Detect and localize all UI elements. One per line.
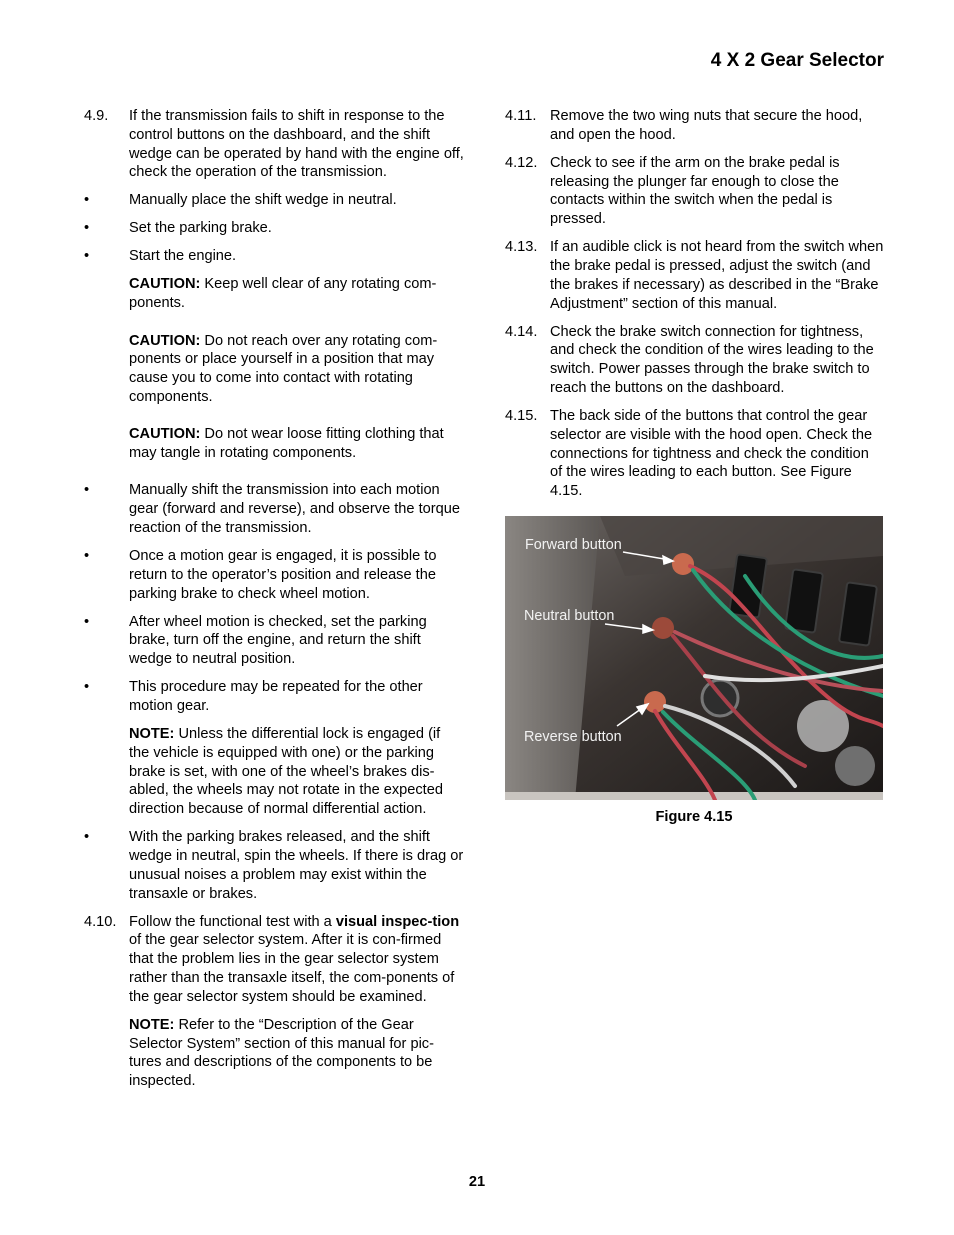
caution-text: Do not reach over any rotating com-ponents or place yourself in a position that may cause you to come into contact with rotating components. xyxy=(129,332,438,405)
step-number: 4.13. xyxy=(505,239,538,256)
bullet-icon: • xyxy=(84,613,90,630)
bullet-item xyxy=(84,613,464,669)
note xyxy=(84,1016,464,1091)
step-number: 4.12. xyxy=(505,154,538,171)
note xyxy=(84,725,464,819)
step-number: 4.11. xyxy=(505,108,537,124)
bullet-text: After wheel motion is checked, set the parking brake, turn off the engine, and return the shift wedge to neutral position. xyxy=(129,613,427,668)
step-text: of the gear selector system. After it is con-firmed that the problem lies in the gear selector system rather than the transaxle itself, the com-ponents of the gear selector system should be examined. xyxy=(129,932,455,1005)
note-text: Refer to the “Description of the Gear Selector System” section of this manual for pic-tures and descriptions of the components to be inspected. xyxy=(129,1016,434,1090)
bullet-icon: • xyxy=(84,248,90,265)
step-text: The back side of the buttons that control the gear selector are visible with the hood open. Check the connections for tightness and check the condition of the wires leading to each button. See Figure 4.15. xyxy=(550,407,873,500)
step-number: 4.15. xyxy=(505,407,538,424)
note-label: NOTE: xyxy=(129,726,175,742)
figure-caption: Figure 4.15 xyxy=(655,808,733,825)
caution-note xyxy=(84,275,464,313)
step-number: 4.10. xyxy=(84,913,117,930)
step-4-11 xyxy=(505,107,885,145)
step-4-10 xyxy=(84,913,464,1007)
reverse-button-label: Reverse button xyxy=(524,728,622,745)
bullet-text: Set the parking brake. xyxy=(129,220,272,237)
forward-button-label: Forward button xyxy=(525,536,622,553)
bullet-item xyxy=(84,219,464,238)
caution-label: CAUTION: xyxy=(129,276,201,293)
bullet-icon: • xyxy=(84,548,90,565)
bullet-item xyxy=(84,547,464,603)
left-column xyxy=(84,107,464,1100)
note-label: NOTE: xyxy=(129,1016,175,1033)
right-column xyxy=(505,107,885,827)
step-text: Follow the functional test with a xyxy=(129,913,336,930)
bullet-text: This procedure may be repeated for the other motion gear. xyxy=(129,679,423,715)
step-4-15 xyxy=(505,407,885,501)
step-4-13 xyxy=(505,238,885,313)
bullet-icon: • xyxy=(84,482,90,499)
bullet-text: Start the engine. xyxy=(129,248,237,265)
bullet-icon: • xyxy=(84,192,90,209)
step-text: If an audible click is not heard from the switch when the brake pedal is pressed, adjust the switch (and the brakes if necessary) as described in the “Brake Adjustment” section of this manual. xyxy=(550,239,884,312)
step-number: 4.9. xyxy=(84,108,109,124)
step-text: Remove the two wing nuts that secure the hood, and open the hood. xyxy=(550,108,863,143)
bullet-icon: • xyxy=(84,220,90,237)
figure-4-15-photo xyxy=(505,516,883,800)
step-4-12 xyxy=(505,154,885,229)
step-text: Check the brake switch connection for tightness, and check the condition of the wires leading to the switch. Power passes through the brake switch to reach the buttons on the dashboard. xyxy=(550,323,874,396)
step-text: If the transmission fails to shift in response to the control buttons on the dashboard, and the shift wedge can be operated by hand with the engine off, check the operation of the transmission. xyxy=(129,108,464,181)
wiring-photo-illustration xyxy=(505,516,883,800)
caution-note xyxy=(84,425,464,463)
caution-text: Keep well clear of any rotating com-ponents. xyxy=(129,276,437,312)
bullet-item xyxy=(84,481,464,537)
bullet-icon: • xyxy=(84,679,90,696)
bullet-icon: • xyxy=(84,829,90,846)
neutral-button-label: Neutral button xyxy=(524,607,615,624)
bullet-text: Manually place the shift wedge in neutral. xyxy=(129,192,397,209)
bullet-item xyxy=(84,678,464,716)
caution-text: Do not wear loose fitting clothing that may tangle in rotating components. xyxy=(129,426,444,462)
step-4-14 xyxy=(505,323,885,398)
caution-label: CAUTION: xyxy=(129,426,201,443)
page-number: 21 xyxy=(468,1174,486,1190)
step-text-bold: visual inspec-tion xyxy=(335,913,460,930)
note-text: Unless the differential lock is engaged (if the vehicle is equipped with one) or the parking brake is set, with one of the wheel’s brakes dis-abled, the wheels may not rotate in the expected direction because of normal differential action. xyxy=(129,726,443,818)
bullet-item xyxy=(84,247,464,266)
bullet-item xyxy=(84,191,464,210)
caution-label: CAUTION: xyxy=(129,332,201,349)
step-number: 4.14. xyxy=(505,323,538,340)
caution-note xyxy=(84,332,464,407)
bullet-text: With the parking brakes released, and the shift wedge in neutral, spin the wheels. If there is drag or unusual noises a problem may exist within the transaxle or brakes. xyxy=(129,829,464,902)
step-text: Check to see if the arm on the brake pedal is releasing the plunger far enough to close the contacts within the switch when the pedal is pressed. xyxy=(550,154,840,228)
bullet-text: Once a motion gear is engaged, it is possible to return to the operator’s position and release the parking brake to check wheel motion. xyxy=(129,548,437,602)
page-title: 4 X 2 Gear Selector xyxy=(710,50,884,71)
bullet-item xyxy=(84,828,464,903)
bullet-text: Manually shift the transmission into each motion gear (forward and reverse), and observe the torque reaction of the transmission. xyxy=(129,482,460,537)
step-4-9 xyxy=(84,107,464,182)
